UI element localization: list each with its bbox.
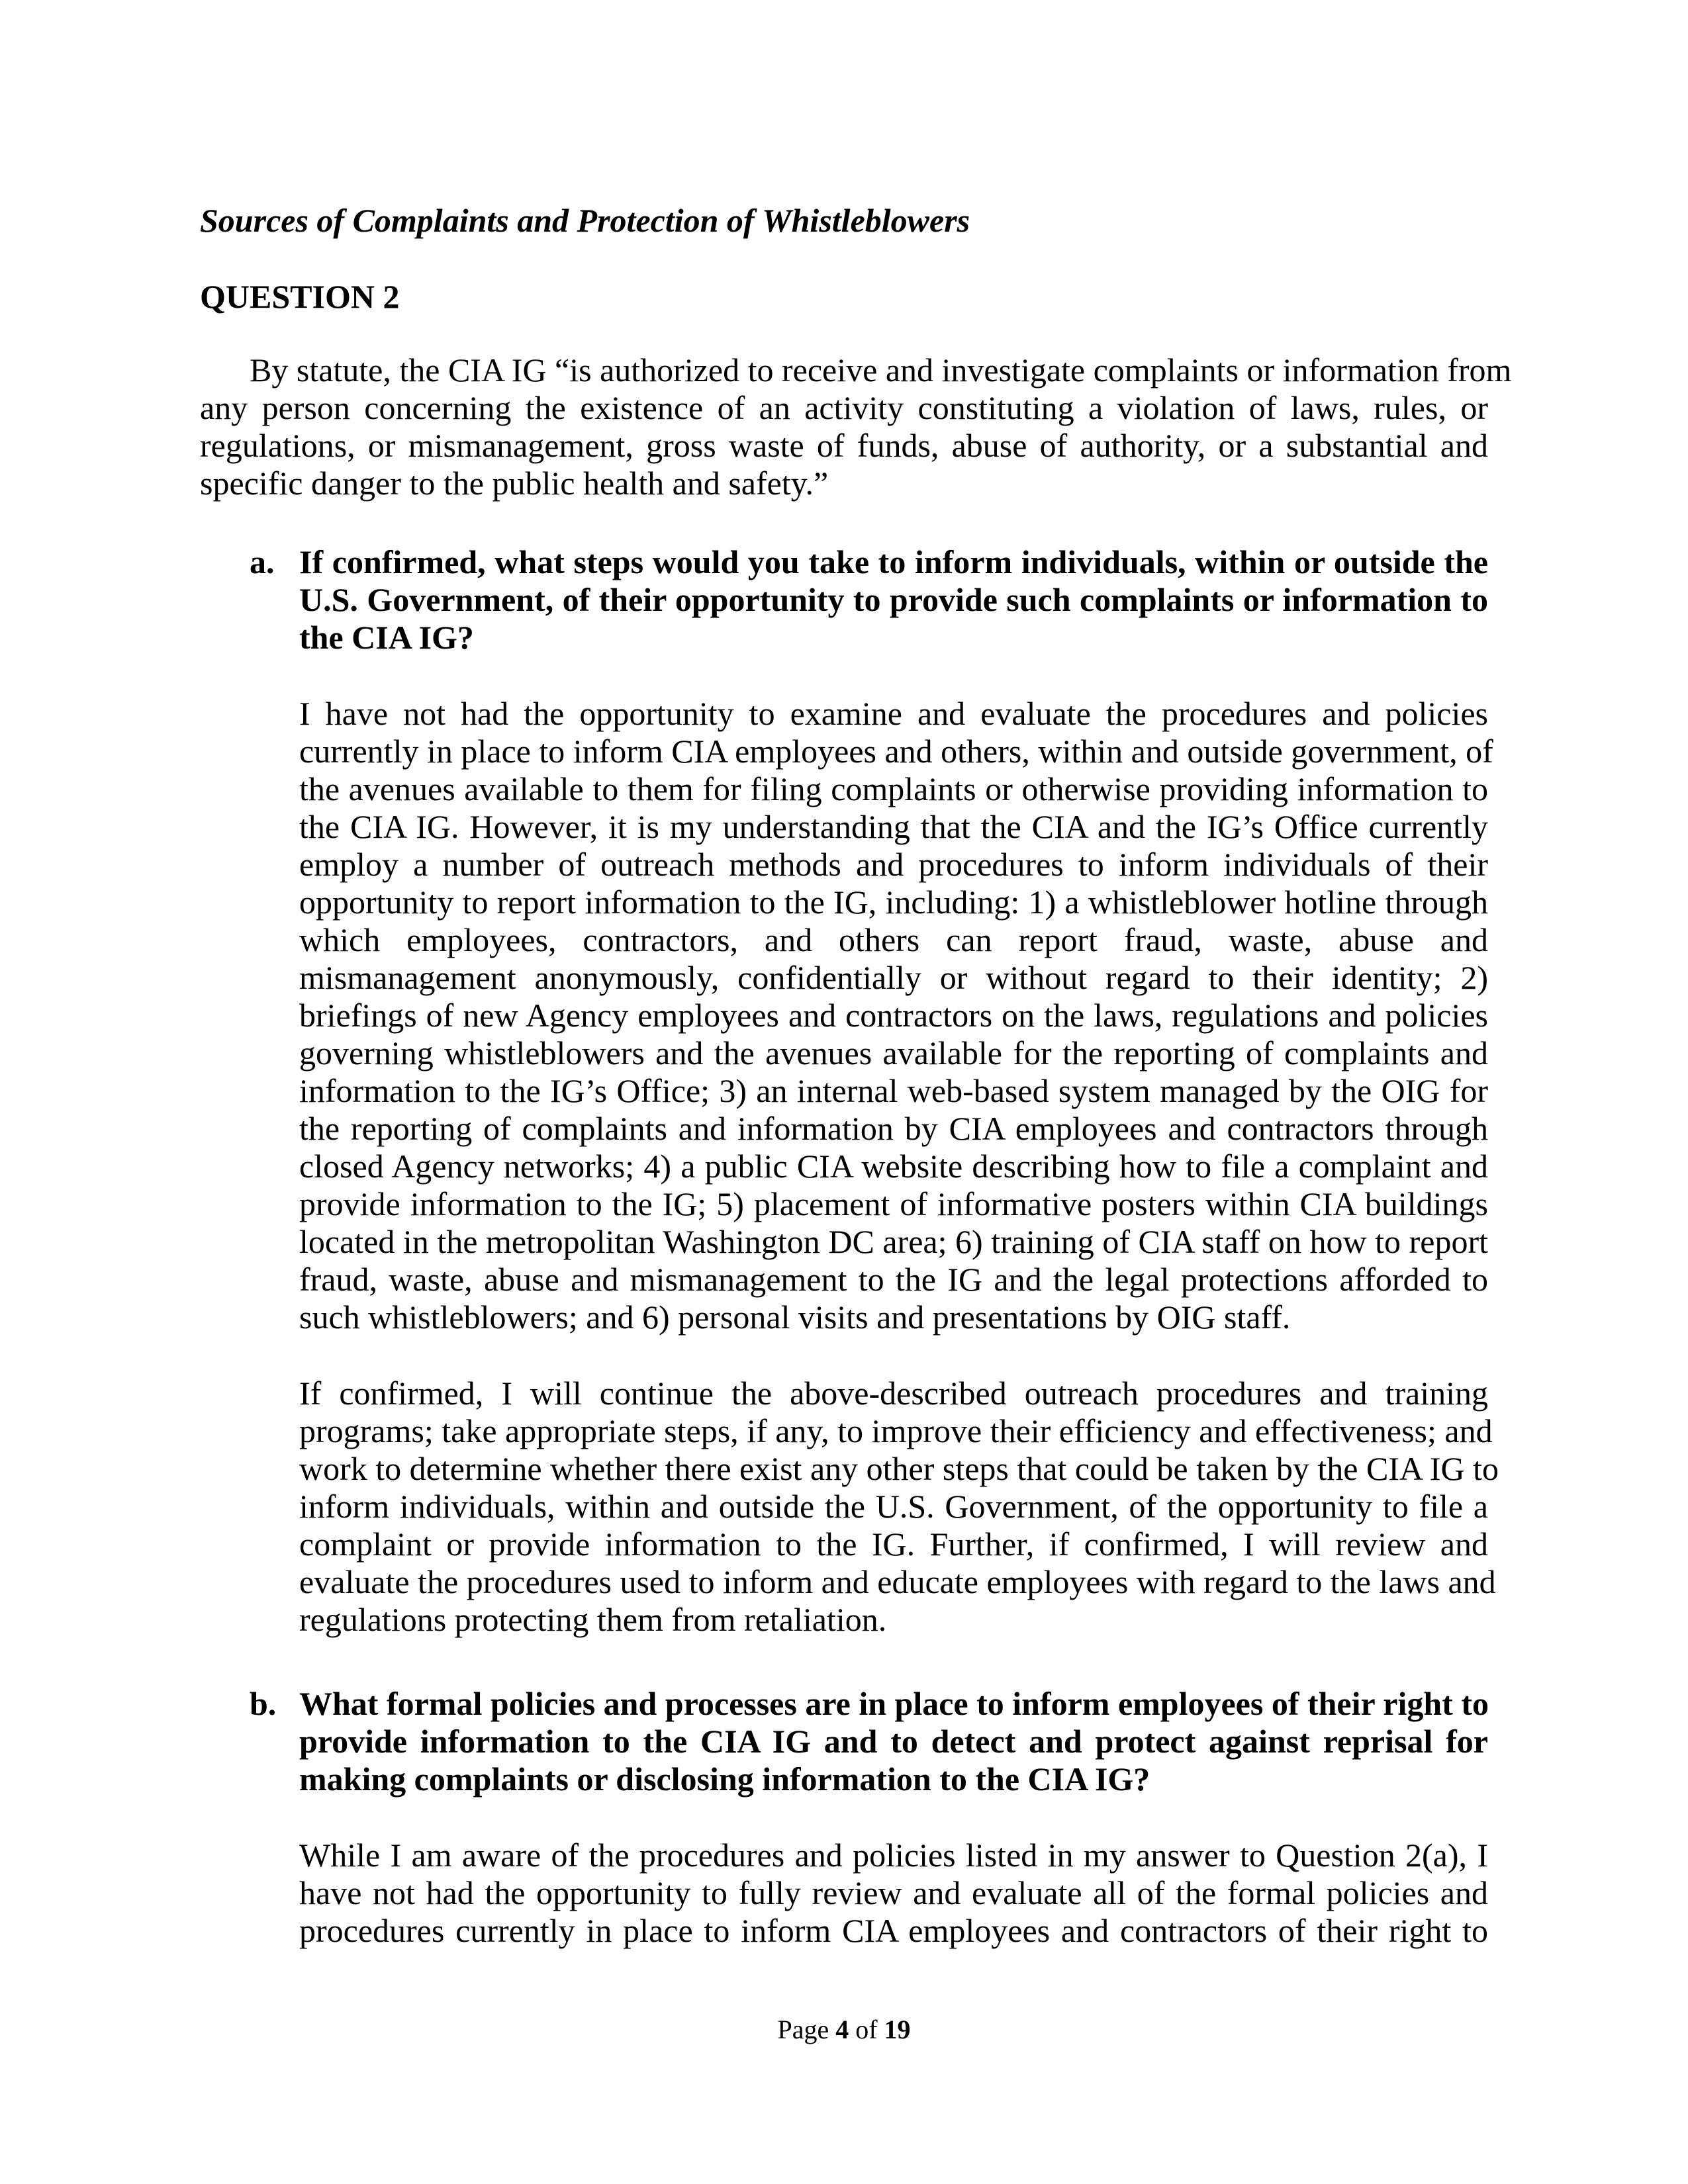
answer-line: complaint or provide information to the IG. Further, if confirmed, I will review and — [299, 1525, 1488, 1563]
paragraph-line: specific danger to the public health and safety.” — [200, 465, 829, 502]
page-separator: of — [849, 2015, 884, 2044]
answer-line: have not had the opportunity to fully review and evaluate all of the formal policies and — [299, 1874, 1488, 1911]
answer-line: procedures currently in place to inform CIA employees and contractors of their right to — [299, 1912, 1488, 1949]
question-line: If confirmed, what steps would you take to inform individuals, within or outside the — [299, 543, 1488, 580]
page-label: Page — [777, 2015, 836, 2044]
question-heading: QUESTION 2 — [200, 278, 400, 315]
item-b-label: b. — [250, 1685, 277, 1722]
answer-line: provide information to the IG; 5) placement of informative posters within CIA buildings — [299, 1185, 1488, 1222]
answer-line: I have not had the opportunity to examine and evaluate the procedures and policies — [299, 695, 1488, 732]
answer-line: located in the metropolitan Washington DC area; 6) training of CIA staff on how to report — [299, 1223, 1488, 1260]
answer-line: closed Agency networks; 4) a public CIA website describing how to file a complaint and — [299, 1148, 1488, 1185]
answer-line: which employees, contractors, and others can report fraud, waste, abuse and — [299, 921, 1488, 958]
answer-line: mismanagement anonymously, confidentially or without regard to their identity; 2) — [299, 959, 1488, 996]
section-heading: Sources of Complaints and Protection of Whistleblowers — [200, 202, 970, 239]
answer-line: regulations protecting them from retaliation. — [299, 1601, 887, 1638]
answer-line: the reporting of complaints and information by CIA employees and contractors through — [299, 1110, 1488, 1147]
question-line: What formal policies and processes are in place to inform employees of their right to — [299, 1685, 1489, 1722]
answer-line: While I am aware of the procedures and policies listed in my answer to Question 2(a), I — [299, 1837, 1488, 1874]
question-line: the CIA IG? — [299, 619, 474, 656]
answer-line: governing whistleblowers and the avenues available for the reporting of complaints and — [299, 1034, 1488, 1071]
answer-line: currently in place to inform CIA employees and others, within and outside government, of — [299, 733, 1493, 770]
paragraph-line: any person concerning the existence of an activity constituting a violation of laws, rules, or — [200, 389, 1488, 426]
answer-line: information to the IG’s Office; 3) an internal web-based system managed by the OIG for — [299, 1072, 1488, 1109]
item-a-label: a. — [250, 543, 275, 580]
question-line: provide information to the CIA IG and to detect and protect against reprisal for — [299, 1723, 1488, 1760]
paragraph-line: regulations, or mismanagement, gross waste of funds, abuse of authority, or a substantial and — [200, 427, 1488, 464]
answer-line: fraud, waste, abuse and mismanagement to the IG and the legal protections afforded to — [299, 1261, 1488, 1298]
page-total: 19 — [884, 2015, 911, 2044]
question-line: U.S. Government, of their opportunity to provide such complaints or information to — [299, 581, 1488, 618]
answer-line: the CIA IG. However, it is my understanding that the CIA and the IG’s Office currently — [299, 808, 1488, 845]
answer-line: programs; take appropriate steps, if any, to improve their efficiency and effectiveness; and — [299, 1412, 1493, 1449]
paragraph-line: By statute, the CIA IG “is authorized to receive and investigate complaints or information from — [250, 351, 1512, 388]
answer-line: evaluate the procedures used to inform and educate employees with regard to the laws and — [299, 1563, 1496, 1600]
page-number: 4 — [835, 2015, 849, 2044]
answer-line: the avenues available to them for filing complaints or otherwise providing information to — [299, 770, 1488, 807]
answer-line: employ a number of outreach methods and procedures to inform individuals of their — [299, 846, 1488, 883]
answer-line: If confirmed, I will continue the above-described outreach procedures and training — [299, 1375, 1488, 1412]
answer-line: opportunity to report information to the IG, including: 1) a whistleblower hotline through — [299, 884, 1488, 921]
answer-line: inform individuals, within and outside the U.S. Government, of the opportunity to file a — [299, 1488, 1488, 1525]
question-line: making complaints or disclosing information to the CIA IG? — [299, 1760, 1150, 1797]
answer-line: briefings of new Agency employees and contractors on the laws, regulations and policies — [299, 997, 1488, 1034]
answer-line: such whistleblowers; and 6) personal visits and presentations by OIG staff. — [299, 1298, 1291, 1336]
answer-line: work to determine whether there exist any other steps that could be taken by the CIA IG to — [299, 1450, 1499, 1487]
page-footer — [0, 2013, 1688, 2046]
